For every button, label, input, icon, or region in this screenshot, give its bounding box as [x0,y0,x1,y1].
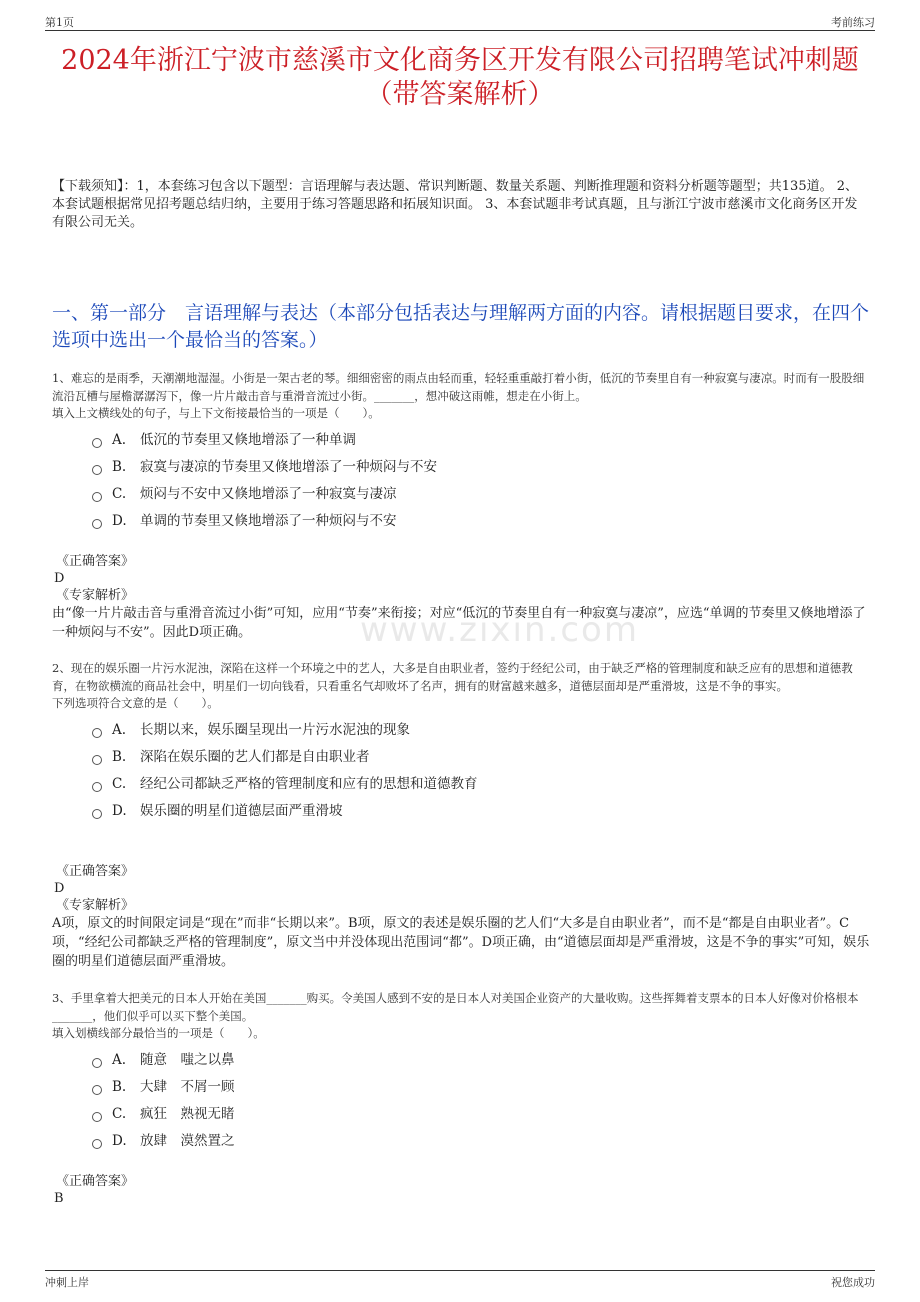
question-prompt: 下列选项符合文意的是（ ）。 [52,696,219,710]
question-2 [52,660,870,825]
page-number: 第1页 [45,16,74,29]
options-list [92,1047,870,1155]
options-list [92,717,870,825]
page-header [45,12,875,31]
answer-label: 《正确答案》 [56,1174,135,1189]
options-list [92,427,870,535]
option-c[interactable]: C. 疯狂 熟视无睹 [92,1101,870,1128]
radio-icon[interactable] [92,438,102,448]
question-stem: 1、难忘的是雨季，天潮潮地湿湿。小街是一架古老的琴。细细密密的雨点由轻而重，轻轻重重敲打着小街，低沉的节奏里自有一种寂寞与凄凉。时而有一股股细流沿瓦槽与屋檐潺潺泻下，像一片片敲击音与重滑音流过小街。_______，想冲破这雨帷，想走在小街上。 [52,371,865,403]
explanation-label: 《专家解析》 [56,588,135,603]
radio-icon[interactable] [92,782,102,792]
explanation-text: A项，原文的时间限定词是“现在”而非“长期以来”。B项，原文的表述是娱乐圈的艺人们“大多是自由职业者”，而不是“都是自由职业者”。C项，“经纪公司都缺乏严格的管理制度”，原文当中并没体现出范围词“都”。D项正确，由“道德层面却是严重滑坡，这是不争的事实”可知，娱乐圈的明星们道德层面严重滑坡。 [52,916,870,969]
radio-icon[interactable] [92,1139,102,1149]
answer-value: B [54,1191,64,1206]
question-prompt: 填入划横线部分最恰当的一项是（ ）。 [52,1026,265,1040]
radio-icon[interactable] [92,809,102,819]
download-notice: 【下载须知】：1，本套练习包含以下题型：言语理解与表达题、常识判断题、数量关系题、判断推理题和资料分析题等题型；共135道。 2、本套试题根据常见招考题总结归纳，主要用于练习答题思路和拓展知识面。 3、本套试题非考试真题，且与浙江宁波市慈溪市文化商务区开发有限公司无关。 [52,179,858,230]
document-title: 2024年浙江宁波市慈溪市文化商务区开发有限公司招聘笔试冲刺题（带答案解析） [61,45,859,110]
option-a[interactable]: A. 长期以来，娱乐圈呈现出一片污水泥浊的现象 [92,717,870,744]
watermark: www.zixin.com [360,610,639,650]
answer-block-1 [52,553,870,642]
option-b[interactable]: B. 大肆 不屑一顾 [92,1074,870,1101]
option-b[interactable]: B. 寂寞与凄凉的节奏里又倏地增添了一种烦闷与不安 [92,454,870,481]
answer-label: 《正确答案》 [56,554,135,569]
option-d[interactable]: D. 单调的节奏里又倏地增添了一种烦闷与不安 [92,508,870,535]
radio-icon[interactable] [92,519,102,529]
explanation-text: 由“像一片片敲击音与重滑音流过小街”可知，应用“节奏”来衔接；对应“低沉的节奏里自有一种寂寞与凄凉”，应选“单调的节奏里又倏地增添了一种烦闷与不安”。因此D项正确。 [52,606,866,640]
option-d[interactable]: D. 娱乐圈的明星们道德层面严重滑坡 [92,798,870,825]
answer-block-3 [52,1173,870,1207]
radio-icon[interactable] [92,1058,102,1068]
footer-right-text: 祝您成功 [831,1276,875,1289]
question-stem: 2、现在的娱乐圈一片污水泥浊，深陷在这样一个环境之中的艺人，大多是自由职业者，签约于经纪公司，由于缺乏严格的管理制度和缺乏应有的思想和道德教育，在物欲横流的商品社会中，明星们一切向钱看，只看重名气却败坏了名声，拥有的财富越来越多，道德层面却是严重滑坡，这是不争的事实。 [52,661,853,693]
question-1 [52,370,870,535]
radio-icon[interactable] [92,1112,102,1122]
answer-value: D [54,571,65,586]
answer-value: D [54,881,65,896]
question-3 [52,990,870,1155]
radio-icon[interactable] [92,728,102,738]
answer-label: 《正确答案》 [56,864,135,879]
explanation-label: 《专家解析》 [56,898,135,913]
section-heading: 一、第一部分 言语理解与表达（本部分包括表达与理解两方面的内容。请根据题目要求，在四个选项中选出一个最恰当的答案。） [52,302,870,351]
option-d[interactable]: D. 放肆 漠然置之 [92,1128,870,1155]
answer-block-2 [52,863,870,971]
question-prompt: 填入上文横线处的句子，与上下文衔接最恰当的一项是（ ）。 [52,406,380,420]
footer-left-text: 冲刺上岸 [45,1276,89,1289]
option-c[interactable]: C. 经纪公司都缺乏严格的管理制度和应有的思想和道德教育 [92,771,870,798]
radio-icon[interactable] [92,492,102,502]
option-c[interactable]: C. 烦闷与不安中又倏地增添了一种寂寞与凄凉 [92,481,870,508]
radio-icon[interactable] [92,465,102,475]
radio-icon[interactable] [92,1085,102,1095]
radio-icon[interactable] [92,755,102,765]
option-a[interactable]: A. 低沉的节奏里又倏地增添了一种单调 [92,427,870,454]
question-stem: 3、手里拿着大把美元的日本人开始在美国_______购买。令美国人感到不安的是日本人对美国企业资产的大量收购。这些挥舞着支票本的日本人好像对价格根本_______，他们似乎可以买下整个美国。 [52,991,859,1023]
page-footer [45,1270,875,1293]
option-a[interactable]: A. 随意 嗤之以鼻 [92,1047,870,1074]
header-right-text: 考前练习 [831,16,875,29]
option-b[interactable]: B. 深陷在娱乐圈的艺人们都是自由职业者 [92,744,870,771]
